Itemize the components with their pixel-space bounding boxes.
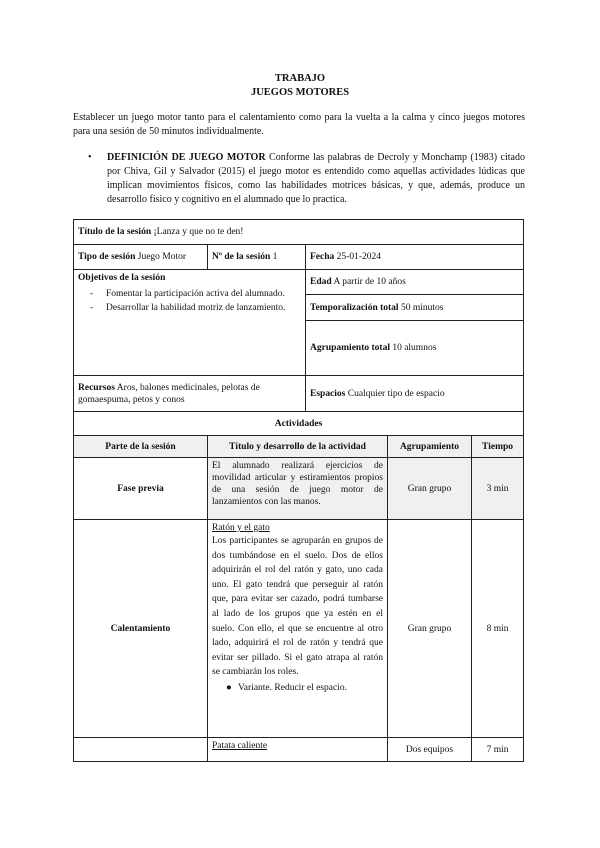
activity-time: 3 min [472, 458, 524, 520]
column-header-activity: Título y desarrollo de la actividad [208, 436, 388, 458]
session-info-row [74, 245, 524, 270]
session-date-cell [306, 245, 524, 270]
time-label: Temporalización total [310, 302, 399, 313]
activity-part: Fase previa [74, 458, 208, 520]
activity-grouping: Gran grupo [388, 458, 472, 520]
activity-part: Calentamiento [74, 520, 208, 738]
definition-term: DEFINICIÓN DE JUEGO MOTOR [107, 152, 266, 163]
objectives-age-row [74, 270, 524, 295]
activities-heading: Actividades [74, 412, 524, 436]
definition-paragraph [107, 151, 525, 207]
grouping-value: 10 alumnos [389, 343, 437, 353]
time-value: 50 minutos [398, 302, 444, 313]
activities-heading-row [74, 412, 524, 436]
objectives-cell [74, 270, 306, 376]
table-row [74, 458, 524, 520]
activities-header-row [74, 436, 524, 458]
activity-content [208, 520, 388, 738]
time-cell [306, 295, 524, 321]
definition-text: Conforme las palabras de Decroly y Monchamp (1983) citado por Chiva, Gil y Salvador (2015) el juego motor es entendido como aquellas actividades lúdicas que implican movimientos físicos, como las habilidades motrices básicas, y que, además, produce un desarrollo físico y cognitivo en el alumnado que lo practica. [107, 152, 525, 205]
session-number-value: 1 [270, 252, 278, 262]
grouping-cell [306, 321, 524, 376]
column-header-grouping: Agrupamiento [388, 436, 472, 458]
session-number-label: Nº de la sesión [212, 252, 271, 262]
session-table [73, 219, 524, 762]
bullet-icon: ● [226, 682, 232, 693]
spaces-label: Espacios [310, 388, 346, 399]
bullet-icon: • [88, 152, 92, 163]
table-row [74, 738, 524, 762]
session-type-value: Juego Motor [135, 252, 187, 262]
age-value: A partir de 10 años [331, 277, 406, 287]
activity-description: Los participantes se agruparán en grupos de dos tumbándose en el suelo. Dos de ellos adquirirán el rol del ratón y gato, uno cada uno. El gato tendrá que perseguir al ratón que, para evitar ser cazado, podrá tumbarse al lado de los grupos que ya estén en el suelo. Con ello, el que se encuentre al otro lado, adquirirá el rol de ratón y tendrá que evitar ser pillado. Si el gato atrapa al ratón se cambiarán los roles. [212, 536, 383, 678]
resources-label: Recursos [78, 382, 115, 393]
age-label: Edad [310, 277, 332, 287]
session-number-cell [208, 245, 306, 270]
activity-time: 8 min [472, 520, 524, 738]
activity-grouping: Dos equipos [388, 738, 472, 762]
session-type-cell [74, 245, 208, 270]
activity-description: El alumnado realizará ejercicios de movilidad articular y estiramientos propios de una sesión de juego motor de lanzamientos con las manos. [208, 458, 388, 520]
activity-title: Patata caliente [212, 741, 268, 751]
document-title: TRABAJO [274, 73, 326, 84]
session-date-value: 25-01-2024 [334, 252, 381, 262]
activity-part [74, 738, 208, 762]
activity-title: Ratón y el gato [212, 523, 270, 533]
objectives-list [78, 288, 301, 314]
session-title-value: ¡Lanza y que no te den! [151, 227, 244, 237]
grouping-label: Agrupamiento total [310, 343, 390, 353]
spaces-cell [306, 376, 524, 412]
resources-cell [74, 376, 306, 412]
intro-paragraph: Establecer un juego motor tanto para el calentamiento como para la vuelta a la calma y cinco juegos motores para una sesión de 50 minutos individualmente. [73, 112, 525, 137]
age-cell [306, 270, 524, 295]
column-header-part: Parte de la sesión [74, 436, 208, 458]
column-header-time: Tiempo [472, 436, 524, 458]
table-row [74, 520, 524, 738]
activity-content [208, 738, 388, 762]
variant-list [212, 682, 383, 694]
objectives-label: Objetivos de la sesión [78, 273, 166, 283]
document-subtitle: JUEGOS MOTORES [250, 87, 350, 98]
spaces-value: Cualquier tipo de espacio [345, 388, 445, 399]
activity-time: 7 min [472, 738, 524, 762]
session-date-label: Fecha [310, 252, 335, 262]
session-title-cell [74, 220, 524, 245]
session-title-row [74, 220, 524, 245]
activity-grouping: Gran grupo [388, 520, 472, 738]
resources-row [74, 376, 524, 412]
resources-value: Aros, balones medicinales, pelotas de gomaespuma, petos y conos [78, 382, 260, 405]
variant-item: ● Variante. Reducir el espacio. [226, 682, 347, 693]
objective-item: - Fomentar la participación activa del alumnado. [90, 289, 285, 299]
objective-item: - Desarrollar la habilidad motriz de lanzamiento. [90, 303, 286, 313]
session-title-label: Título de la sesión [78, 227, 152, 237]
session-type-label: Tipo de sesión [78, 252, 136, 262]
